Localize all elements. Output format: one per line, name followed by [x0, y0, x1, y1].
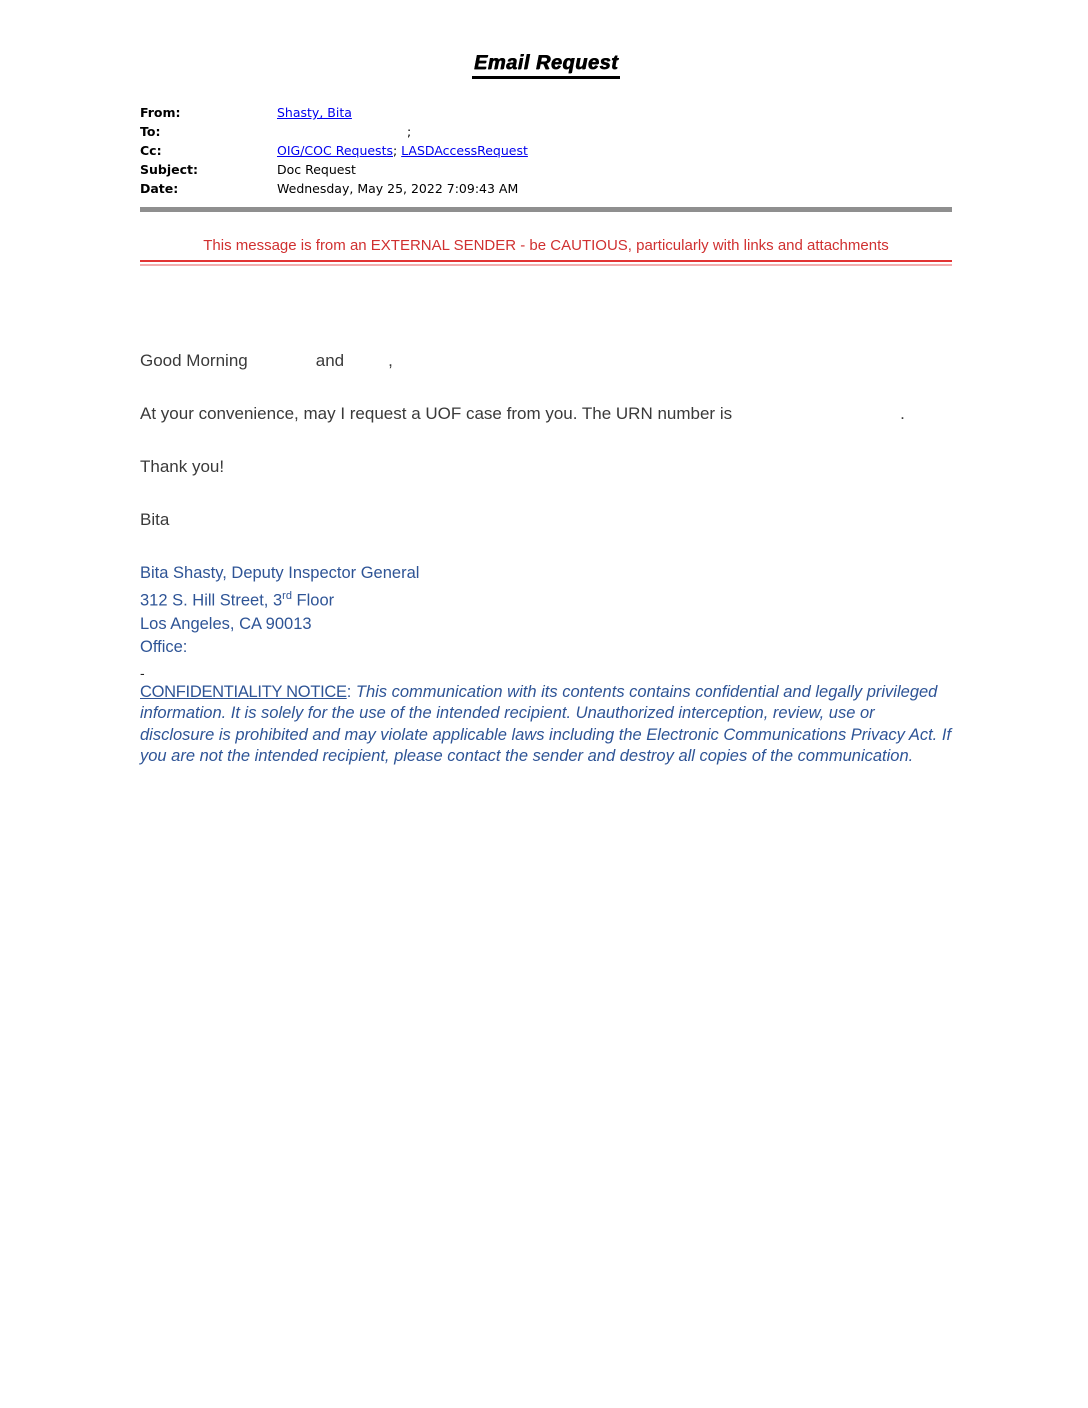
signoff-line: Bita	[140, 510, 170, 529]
address-prefix: 312 S. Hill Street, 3	[140, 591, 283, 610]
signature-office-label: Office:	[140, 637, 188, 656]
date-value: Wednesday, May 25, 2022 7:09:43 AM	[277, 181, 519, 196]
cc-link-oig-coc-requests[interactable]: OIG/COC Requests	[277, 143, 393, 158]
document-title: Email Request	[472, 52, 620, 79]
email-header-fields	[140, 105, 952, 200]
to-row	[140, 124, 952, 143]
from-row	[140, 105, 952, 124]
date-row	[140, 181, 952, 200]
external-sender-warning: This message is from an EXTERNAL SENDER - be CAUTIOUS, particularly with links and attachments	[140, 237, 952, 262]
signature-address	[140, 585, 952, 613]
confidentiality-notice-colon: :	[346, 682, 356, 701]
confidentiality-notice	[140, 682, 952, 768]
to-value	[277, 124, 411, 139]
greeting-comma: ,	[388, 351, 393, 370]
confidentiality-notice-text: This communication with its contents contains confidential and legally privileged information. It is solely for the use of the intended recipient. Unauthorized interception, review, use or disclosure is prohibited and may violate applicable laws including the Electronic Communications Privacy Act. If you are not the intended recipient, please contact the sender and destroy all copies of the communication.	[140, 682, 952, 765]
title-container	[140, 52, 952, 79]
cc-label: Cc:	[140, 143, 162, 158]
signature-city-state-zip: Los Angeles, CA 90013	[140, 614, 312, 633]
stray-dash-mark: -	[140, 664, 145, 681]
cc-link-lasd-access-request[interactable]: LASDAccessRequest	[401, 143, 528, 158]
address-suffix: Floor	[291, 591, 335, 610]
from-label: From:	[140, 105, 181, 120]
from-sender-link[interactable]: Shasty, Bita	[277, 105, 352, 120]
request-period: .	[900, 404, 905, 423]
greeting-prefix: Good Morning	[140, 351, 248, 370]
greeting-line	[140, 350, 952, 372]
warning-underline-faint	[140, 264, 952, 266]
subject-value: Doc Request	[277, 162, 356, 177]
subject-row	[140, 162, 952, 181]
signature-name-title: Bita Shasty, Deputy Inspector General	[140, 564, 420, 582]
cc-row	[140, 143, 952, 162]
cc-value	[277, 143, 528, 158]
address-ordinal-superscript: rd	[282, 590, 292, 602]
cc-separator: ;	[392, 143, 402, 158]
to-semicolon: ;	[407, 124, 412, 139]
request-text: At your convenience, may I request a UOF case from you. The URN number is	[140, 404, 733, 423]
date-label: Date:	[140, 181, 179, 196]
request-line	[140, 403, 952, 425]
confidentiality-notice-heading: CONFIDENTIALITY NOTICE	[140, 682, 347, 701]
to-label: To:	[140, 124, 161, 139]
email-content	[140, 0, 952, 768]
from-value	[277, 105, 352, 120]
thanks-line: Thank you!	[140, 457, 225, 476]
subject-label: Subject:	[140, 162, 198, 177]
header-divider-bar	[140, 207, 952, 212]
email-body	[140, 350, 952, 531]
greeting-and: and	[315, 351, 345, 370]
signature-block	[140, 562, 952, 659]
